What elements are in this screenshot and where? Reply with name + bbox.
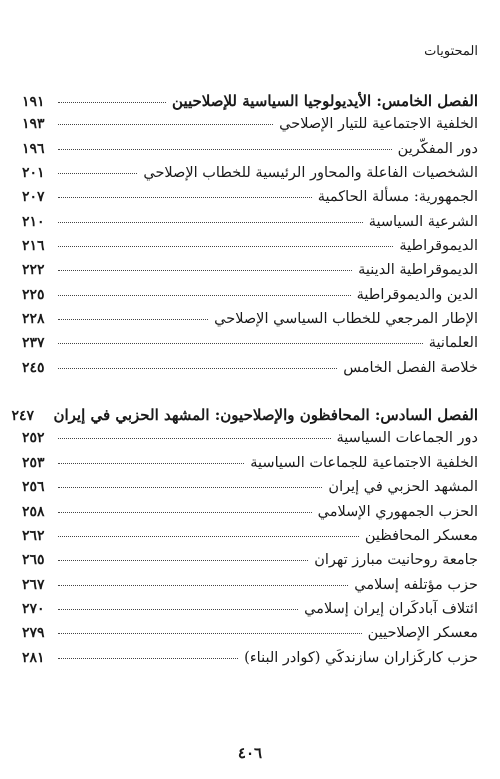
dot-leader xyxy=(58,633,362,634)
dot-leader xyxy=(58,658,238,659)
dot-leader xyxy=(58,270,352,271)
page-number: ٢٣٧ xyxy=(22,335,45,352)
dot-leader xyxy=(58,487,322,488)
entry-title: الشخصيات الفاعلة والمحاور الرئيسية للخطاب الإصلاحي xyxy=(143,165,478,182)
section-gap xyxy=(22,384,478,406)
toc-entry xyxy=(22,479,478,503)
dot-leader xyxy=(58,295,351,296)
toc-entry xyxy=(22,311,478,335)
page-number: ٢٤٥ xyxy=(22,359,45,376)
entry-title: المشهد الحزبي في إيران xyxy=(328,479,478,496)
toc-entry xyxy=(22,238,478,262)
page-number: ٢٦٧ xyxy=(22,576,45,593)
page-number: ١٩١ xyxy=(22,94,45,110)
toc-entry xyxy=(22,625,478,649)
chapter-heading xyxy=(22,92,478,116)
page-number: ٢٥٣ xyxy=(22,454,45,471)
page-number: ٢٢٢ xyxy=(22,262,45,279)
toc-entry xyxy=(22,214,478,238)
toc-entry xyxy=(22,335,478,359)
dot-leader xyxy=(58,512,312,513)
toc-entry xyxy=(22,116,478,140)
page-number: ٢١٠ xyxy=(22,213,45,230)
toc-entry xyxy=(22,455,478,479)
page-number: ٢٥٨ xyxy=(22,503,45,520)
page-number: ٢٨١ xyxy=(22,649,45,666)
entry-title: الدين والديموقراطية xyxy=(356,286,478,303)
entry-title: معسكر الإصلاحيين xyxy=(367,625,478,642)
toc-entry xyxy=(22,165,478,189)
toc-entry xyxy=(22,552,478,576)
entry-title: حزب مؤتلفه إسلامي xyxy=(354,576,478,593)
chapter-title: الفصل السادس: المحافظون والإصلاحيون: المشهد الحزبي في إيران xyxy=(53,406,478,425)
toc-entry xyxy=(22,141,478,165)
entry-title: دور الجماعات السياسية xyxy=(336,430,478,447)
page-number: ٢٢٥ xyxy=(22,286,45,303)
dot-leader xyxy=(58,609,298,610)
entry-title: حزب كاركَزاران سازندكَي (كوادر البناء) xyxy=(244,649,478,666)
dot-leader xyxy=(58,463,244,464)
toc-entry xyxy=(22,504,478,528)
dot-leader xyxy=(58,319,208,320)
running-head: المحتويات xyxy=(424,44,478,59)
dot-leader xyxy=(58,536,359,537)
dot-leader xyxy=(58,197,312,198)
dot-leader xyxy=(58,222,363,223)
toc-entry xyxy=(22,528,478,552)
dot-leader xyxy=(58,438,331,439)
entry-title: الخلفية الاجتماعية للجماعات السياسية xyxy=(250,454,478,471)
page-number: ٢٧٩ xyxy=(22,625,45,642)
dot-leader xyxy=(58,560,308,561)
entry-title: الخلفية الاجتماعية للتيار الإصلاحي xyxy=(279,116,478,133)
dot-leader xyxy=(58,246,393,247)
entry-title: العلمانية xyxy=(428,335,478,352)
entry-title: معسكر المحافظين xyxy=(364,527,478,544)
dot-leader xyxy=(58,585,348,586)
entry-title: ائتلاف آبادكَران إيران إسلامي xyxy=(304,600,478,617)
page-number: ١٩٦ xyxy=(22,140,45,157)
toc-entry xyxy=(22,650,478,674)
entry-title: الديموقراطية xyxy=(399,238,478,255)
toc-entry xyxy=(22,262,478,286)
chapter-heading xyxy=(11,406,478,430)
entry-title: الإطار المرجعي للخطاب السياسي الإصلاحي xyxy=(214,311,478,328)
folio-page-number: ٤٠٦ xyxy=(237,744,263,762)
dot-leader xyxy=(58,149,392,150)
toc-entry xyxy=(22,287,478,311)
page-number: ٢٥٦ xyxy=(22,479,45,496)
entry-title: الجمهورية: مسألة الحاكمية xyxy=(317,189,478,206)
page-number: ١٩٣ xyxy=(22,116,45,133)
toc-entry xyxy=(22,430,478,454)
table-of-contents xyxy=(11,92,478,674)
page-number: ٢٥٢ xyxy=(22,430,45,447)
toc-entry xyxy=(22,360,478,384)
page-number: ٢٦٥ xyxy=(22,552,45,569)
page-number: ٢٠١ xyxy=(22,165,45,182)
page-number: ٢٧٠ xyxy=(22,600,45,617)
page-number: ٢٠٧ xyxy=(22,189,45,206)
page-number: ٢١٦ xyxy=(22,238,45,255)
dot-leader xyxy=(58,173,137,174)
entry-title: الديموقراطية الدينية xyxy=(358,262,478,279)
dot-leader xyxy=(58,124,273,125)
entry-title: خلاصة الفصل الخامس xyxy=(343,359,478,376)
entry-title: الحزب الجمهوري الإسلامي xyxy=(317,503,478,520)
dot-leader xyxy=(58,368,337,369)
chapter-title: الفصل الخامس: الأيديولوجيا السياسية للإصلاحيين xyxy=(172,92,478,110)
toc-entry xyxy=(22,189,478,213)
dot-leader xyxy=(58,343,423,344)
dot-leader xyxy=(58,102,166,103)
toc-entry xyxy=(22,577,478,601)
entry-title: دور المفكّرين xyxy=(397,140,478,157)
toc-entry xyxy=(22,601,478,625)
entry-title: الشرعية السياسية xyxy=(368,213,478,230)
page-number: ٢٢٨ xyxy=(22,311,45,328)
page-number: ٢٤٧ xyxy=(11,408,34,425)
page-number: ٢٦٢ xyxy=(22,527,45,544)
entry-title: جامعة روحانيت مبارز تهران xyxy=(314,552,478,569)
